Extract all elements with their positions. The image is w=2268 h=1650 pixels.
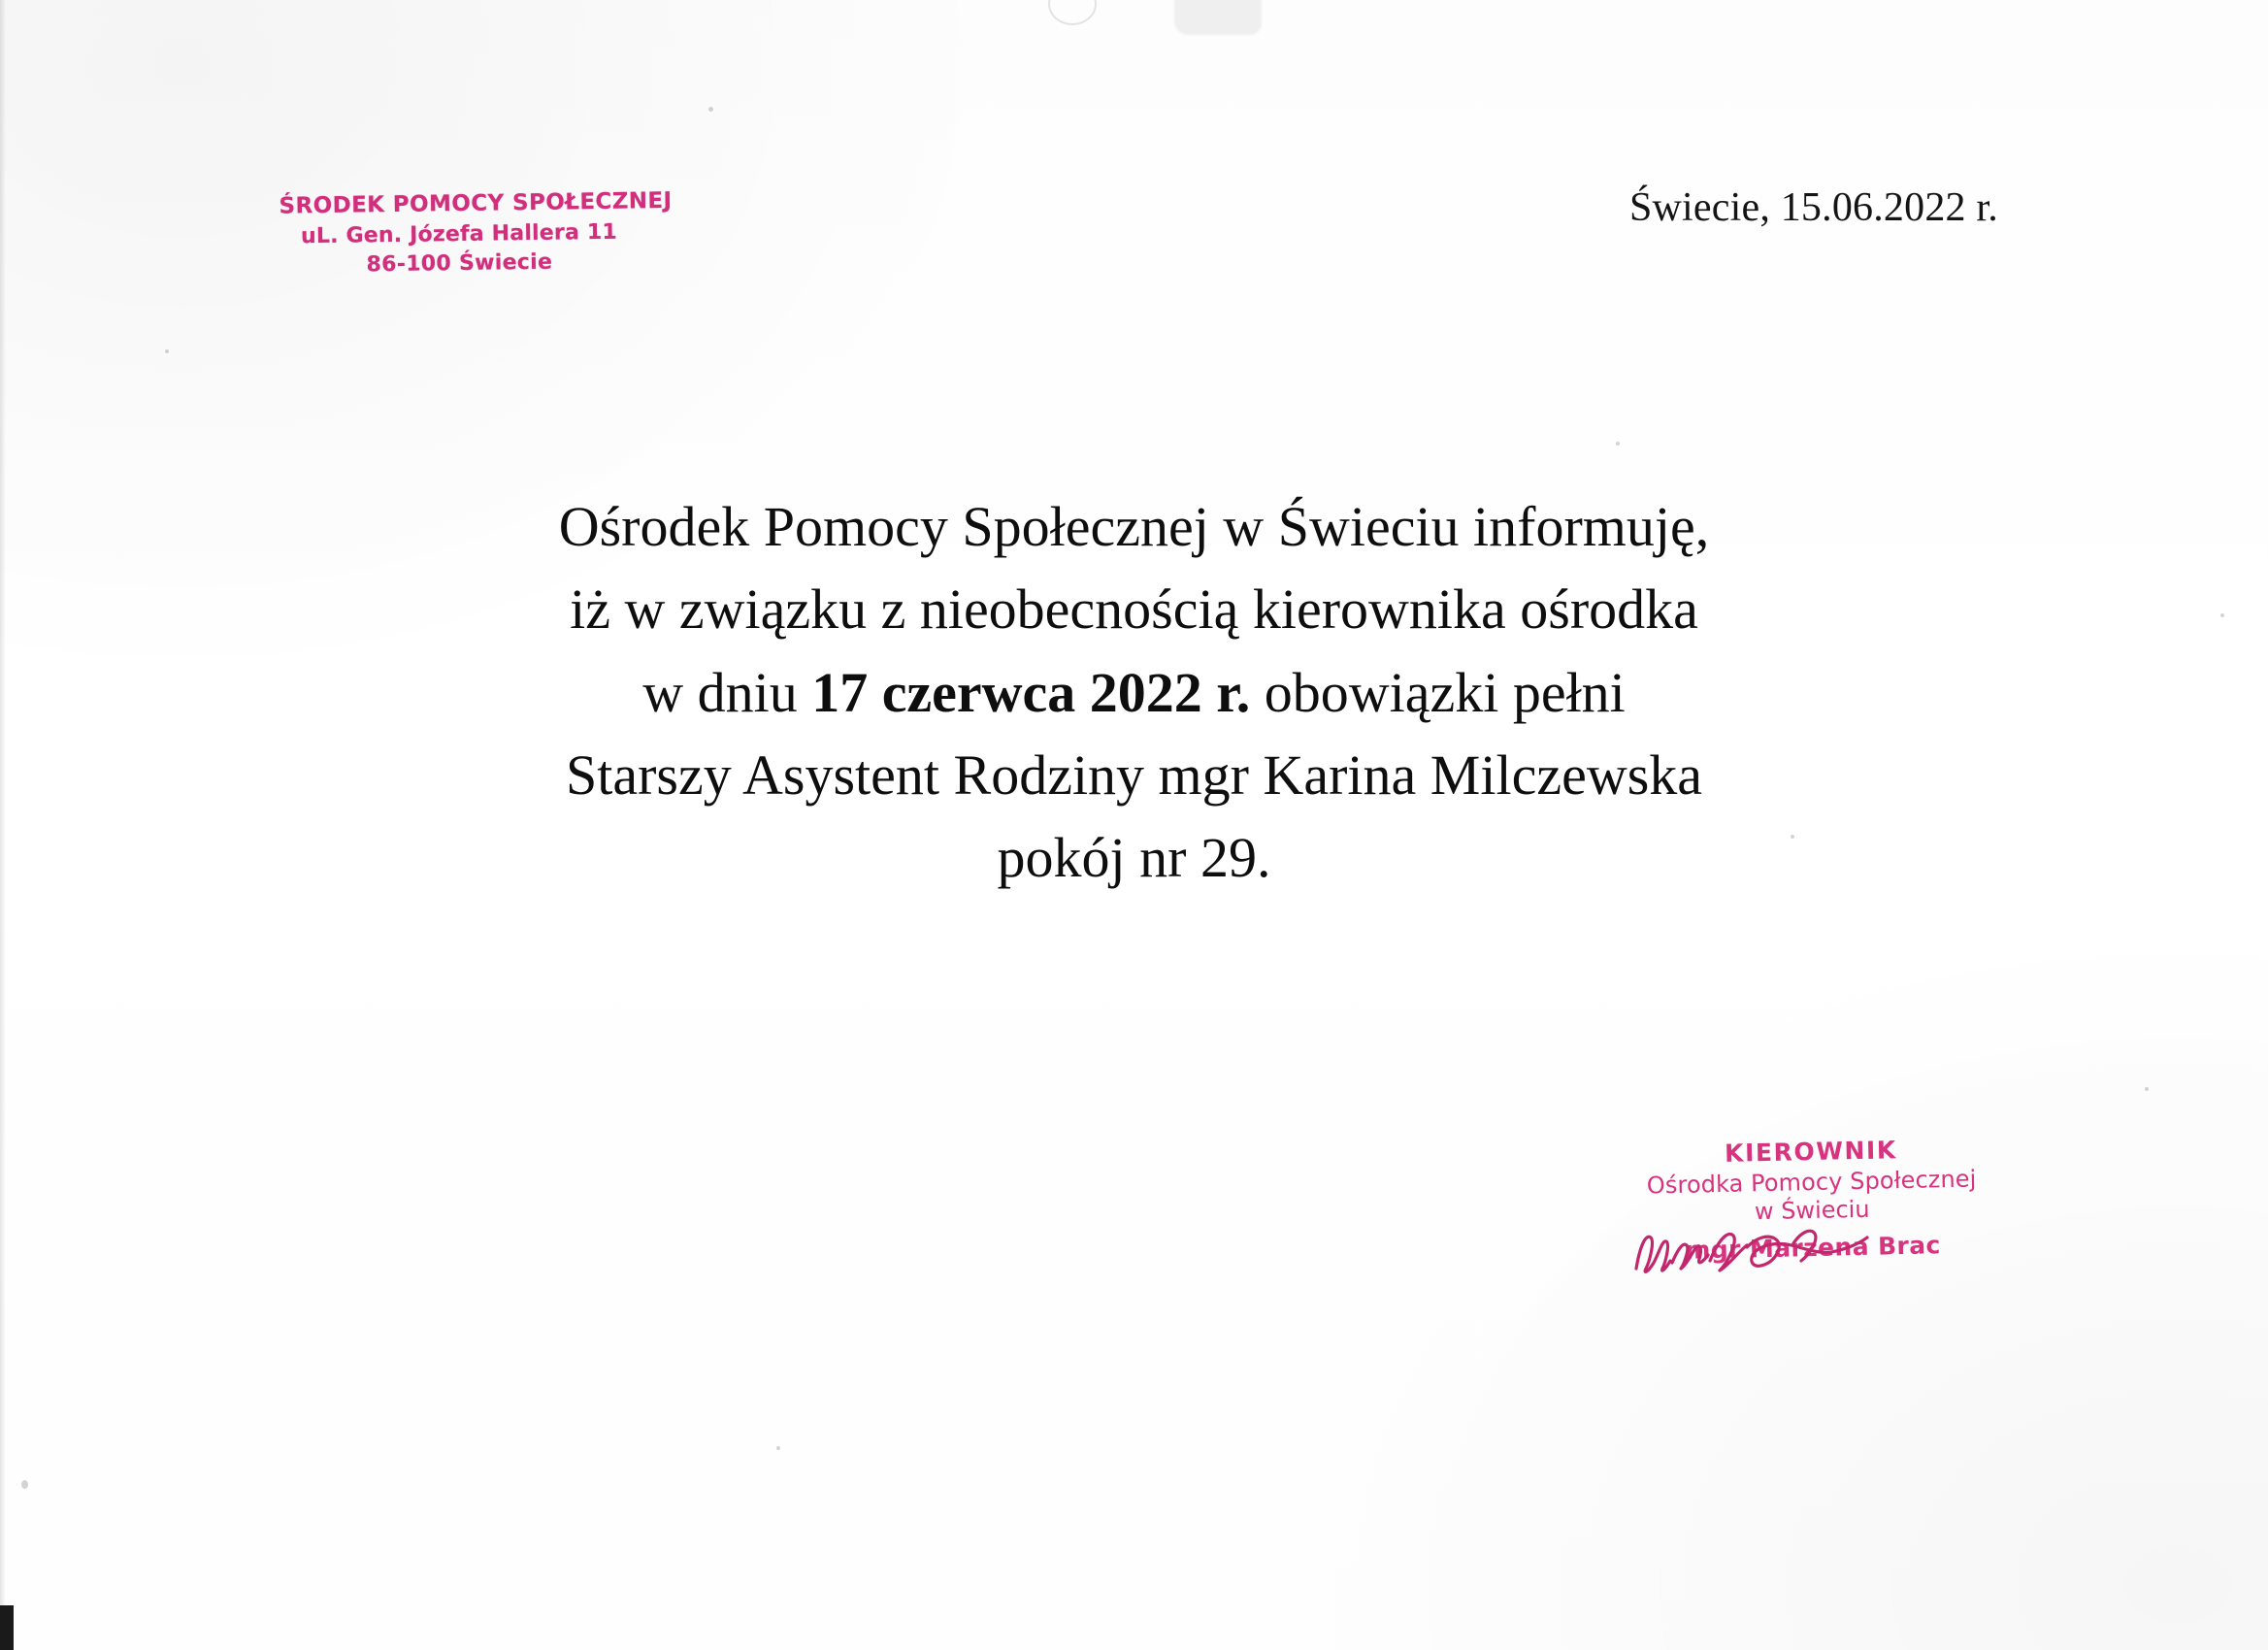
body-line-4: Starszy Asystent Rodziny mgr Karina Milczewska (565, 742, 1703, 807)
body-line-3-date: 17 czerwca 2022 r. (811, 660, 1251, 724)
office-address-stamp (279, 187, 673, 280)
scan-ring-artifact (1048, 0, 1097, 25)
body-line-1: Ośrodek Pomocy Społecznej w Świeciu informuję, (558, 495, 1710, 558)
scan-speck (21, 1480, 28, 1489)
signature-stamp (1622, 1134, 2003, 1266)
scan-speck (2220, 613, 2224, 617)
page-edge-shadow (0, 0, 6, 1650)
body-line-2: iż w związku z nieobecnością kierownika ośrodka (570, 578, 1698, 642)
scan-speck (2145, 1087, 2149, 1091)
scan-speck (1616, 442, 1620, 446)
scan-speck (708, 107, 713, 112)
scan-speck (165, 349, 169, 353)
document-date: Świecie, 15.06.2022 r. (1628, 185, 1998, 230)
body-line-3-suffix: obowiązki pełni (1250, 660, 1626, 724)
scan-smudge (1174, 0, 1262, 35)
stamp-line-city: 86-100 Świecie (366, 250, 553, 278)
body-line-5: pokój nr 29. (997, 826, 1271, 889)
scan-edge-mark (0, 1605, 14, 1650)
stamp-line-street: uL. Gen. Józefa Hallera 11 (300, 219, 618, 249)
signature-place: w Świeciu (1754, 1195, 1870, 1226)
scan-speck (776, 1446, 780, 1450)
document-body (213, 485, 2056, 899)
signature-person: mgr Marzena Brac (1685, 1231, 1942, 1265)
body-line-3 (213, 651, 2056, 734)
stamp-line-org: ŚRODEK POMOCY SPOŁECZNEJ (279, 187, 673, 219)
signature-title: KIEROWNIK (1724, 1136, 1898, 1168)
body-line-3-prefix: w dniu (642, 660, 812, 724)
signature-org: Ośrodka Pomocy Społecznej (1646, 1165, 1977, 1200)
